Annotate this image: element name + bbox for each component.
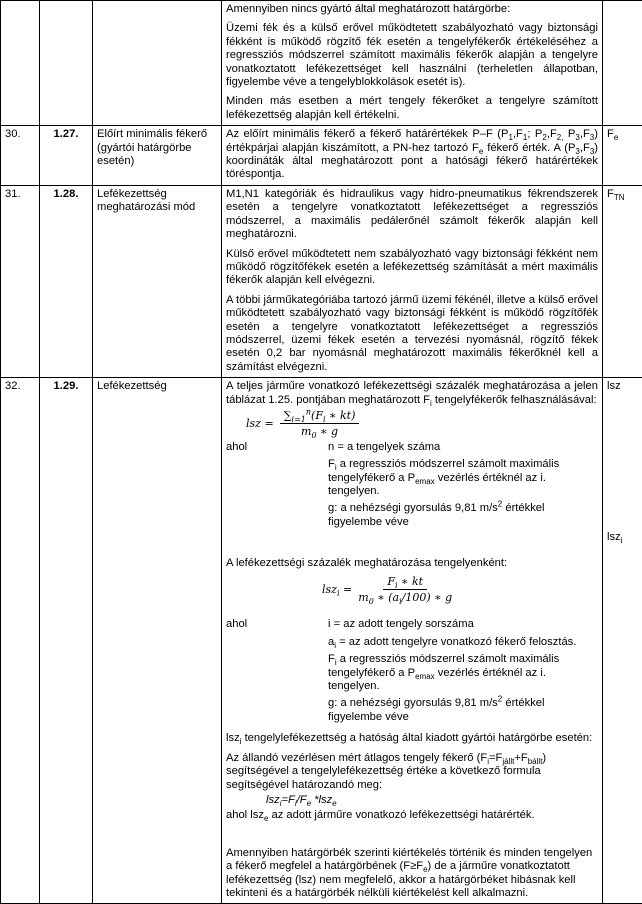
row-body-cell — [222, 378, 603, 904]
formula-numerator: $F_i$ ∗ kt — [383, 575, 427, 590]
symbol-cell — [603, 126, 642, 186]
symbol-cell — [603, 1, 642, 126]
symbol: lsz — [607, 380, 639, 393]
text-run: P — [563, 128, 575, 140]
formula-lhs: lsz$_i$ = — [322, 583, 352, 596]
section-number-cell: 1.28. — [40, 185, 93, 377]
text-run: fékerő érték. A (P — [483, 142, 575, 154]
paragraph: A teljes járműre vonatkozó lefékezettségi százalék meghatározása a jelen táblázat 1.25. pontjában meghatározott $F_i$ tengelyfékerők felhasználásával: — [226, 380, 598, 407]
paragraph: Az előírt minimális fékerő a fékerő határértékek P–F ($P_1,F_1$; $P_2,F_{2,}$ $P_3,F_3$) értékpárjai alapján kiszámított, a PN-hez tartozó $F_e$ fékerő érték. A $(P_3,F_3)$ koordináták által meghatározott pont a hatósági fékerő határértékek töréspontja. — [226, 128, 598, 182]
paragraph: A lefékezettségi százalék meghatározása tengelyenként: — [226, 557, 598, 570]
paragraph: lsz$_i$ tengelylefékezettség a hatóság által kiadott gyártói határgörbe esetén: — [226, 732, 598, 745]
row-number-cell — [1, 1, 40, 126]
text-run: vezérlés értéknél az i. tengelyen. — [328, 472, 546, 497]
definition: $F_i$ a regressziós módszerrel számolt maximális tengelyfékerő a $P_{emax}$ vezérlés értéknél az i. tengelyen. — [328, 458, 598, 498]
text-run: a regressziós módszerrel számolt maximális tengelyfékerő a P — [328, 653, 559, 678]
where-label: ahol — [226, 441, 328, 533]
text-run: =F — [489, 752, 502, 764]
formula-fraction — [358, 575, 452, 605]
text-run: = az adott tengelyre vonatkozó fékerő felosztás. — [336, 636, 576, 648]
paragraph: Külső erővel működtetett nem szabályozható vagy biztonsági fékként nem működő rögzítőfékek esetén a lefékezettség számítását a mért maximális fékerők alapján kell elvégezni. — [226, 248, 598, 288]
row-body-cell — [222, 185, 603, 377]
paragraph: M1,N1 kategóriák és hidraulikus vagy hidro-pneumatikus fékrendszerek esetén a tengelyre vonatkoztatott lefékezettséget a regressziós módszerrel, a maximális pedálerőnél számolt fékerők alapján kell meghatározni. — [226, 188, 598, 242]
section-number-cell: 1.29. — [40, 378, 93, 904]
symbol: F — [607, 128, 614, 140]
text-run: Az állandó vezérlésen mért átlagos tengely fékerő (F — [226, 752, 487, 764]
text-run: értékkel figyelembe véve — [328, 502, 545, 527]
text-run: a regressziós módszerrel számolt maximális tengelyfékerő a P — [328, 458, 559, 483]
table-row — [1, 1, 642, 126]
text-run: tengelylefékezettség a hatóság által kiadott gyártói határgörbe esetén: — [241, 732, 592, 744]
paragraph: ahol lsz$_e$ az adott járműre vonatkozó lefékezettségi határérték. — [226, 809, 598, 822]
total-braking-formula — [246, 409, 598, 439]
paragraph: $lsz_i=F_i/F_e$ *lsz$_e$ — [226, 794, 598, 807]
text-run: az adott járműre vonatkozó lefékezettségi határérték. — [268, 809, 534, 821]
definition: n = a tengelyek száma — [328, 441, 598, 454]
text-run: g: a nehézségi gyorsulás 9,81 m/s — [328, 502, 498, 514]
text-run: ) segítségével a tengelylefékezettség értéke a következő formula segítségével határozandó meg: — [226, 752, 546, 791]
paragraph: Az állandó vezérlésen mért átlagos tengely fékerő $(F_i=F_{jállt}+F_{bállt})$ segítségével a tengelylefékezettség értéke a következő formula segítségével határozandó meg: — [226, 752, 598, 792]
text-run: ahol lsz — [226, 809, 264, 821]
text-run: F — [328, 458, 335, 470]
text-run: g: a nehézségi gyorsulás 9,81 m/s — [328, 697, 498, 709]
definition: g: a nehézségi gyorsulás 9,81 $m/s^2$ értékkel figyelembe véve — [328, 502, 598, 529]
text-run: +F — [514, 752, 527, 764]
text-run: ) koordináták által meghatározott pont a hatósági fékerő határértékek töréspontja. — [226, 142, 598, 181]
table-row — [1, 378, 642, 904]
definitions-block — [226, 618, 598, 728]
text-run: ) értékpárjai alapján kiszámított, a PN-hez tartozó F — [226, 128, 598, 153]
definition: $a_i$ = az adott tengelyre vonatkozó fékerő felosztás. — [328, 636, 598, 649]
definitions-block — [226, 441, 598, 533]
where-label: ahol — [226, 618, 328, 728]
text-run: Amennyiben határgörbék szerinti kiértékelés történik és minden tengelyen a fékerő megfelel a határgörbének (F≥F — [226, 847, 592, 872]
text-run: Az előírt minimális fékerő a fékerő határértékek P–F (P — [226, 128, 509, 140]
definitions-list — [328, 441, 598, 533]
formula-fraction — [280, 409, 360, 439]
definitions-list — [328, 618, 598, 728]
row-body-cell — [222, 1, 603, 126]
symbol-cell — [603, 185, 642, 377]
definition: $F_i$ a regressziós módszerrel számolt maximális tengelyfékerő a $P_{emax}$ vezérlés értéknél az i. tengelyen. — [328, 653, 598, 693]
text-run: vezérlés értéknél az i. tengelyen. — [328, 667, 546, 692]
text-run: értékkel figyelembe véve — [328, 697, 545, 722]
text-run: A teljes járműre vonatkozó lefékezettségi százalék meghatározása a jelen táblázat 1.25. pontjában meghatározott F — [226, 380, 598, 405]
text-run: a — [328, 636, 334, 648]
formula-lhs: lsz = — [246, 417, 274, 430]
row-body-cell — [222, 126, 603, 186]
row-title-cell — [93, 1, 222, 126]
paragraph: Amennyiben határgörbék szerinti kiértékelés történik és minden tengelyen a fékerő megfelel a határgörbének $(F\ge F_e)$ de a járműre vonatkoztatott lefékezettség (lsz) nem megfelelő, akkor a határgörbéket hibásnak kell tekinteni és a határgörbék nélküli kiértékelést kell alkalmazni. — [226, 847, 598, 901]
row-number-cell: 31. — [1, 185, 40, 377]
text-run: lsz — [226, 732, 240, 744]
text-run: tengelyfékerők felhasználásával: — [432, 394, 597, 406]
formula-denominator: $m_0$ ∗ $(a_i/100)$ ∗ g — [358, 590, 452, 604]
paragraph: Minden más esetben a mért tengely fékerőket a tengelyre számított lefékezettség alapján kell értékelni. — [226, 95, 598, 122]
definition: i = az adott tengely sorszáma — [328, 618, 598, 631]
paragraph: Amennyiben nincs gyártó által meghatározott határgörbe: — [226, 3, 598, 16]
formula-denominator: $m_0$ ∗ g — [301, 424, 338, 438]
row-title-cell: Lefékezettség — [93, 378, 222, 904]
section-number-cell: 1.27. — [40, 126, 93, 186]
symbol-subscript: e — [614, 133, 618, 142]
row-number-cell: 30. — [1, 126, 40, 186]
row-title-cell: Előírt minimális fékerő (gyártói határgörbe esetén) — [93, 126, 222, 186]
row-number-cell: 32. — [1, 378, 40, 904]
paragraph: Üzemi fék és a külső erővel működtetett szabályozható vagy biztonsági fékként is működő rögzítő fék esetén a tengelyfékerők értékeléséhez a regressziós módszerrel számított maximális fékerők alapján a tengelyre vonatkoztatott lefékezettséget kell használni (terheletlen állapotban, figyelembe véve a tengelyblokkolások esetét is). — [226, 22, 598, 89]
axle-braking-formula — [322, 575, 598, 605]
symbol: F — [607, 188, 614, 200]
definition: g: a nehézségi gyorsulás 9,81 $m/s^2$ értékkel figyelembe véve — [328, 697, 598, 724]
table-row — [1, 126, 642, 186]
text-run: ) de a járműre vonatkoztatott lefékezettség (lsz) nem megfelelő, akkor a határgörbéket hibásnak kell tekinteni és a határgörbék nélküli kiértékelést kell alkalmazni. — [226, 860, 575, 899]
section-number-cell — [40, 1, 93, 126]
table-row — [1, 185, 642, 377]
text-run: ; P — [527, 128, 542, 140]
symbol-subscript: TN — [614, 193, 625, 202]
formula-numerator: $\sum_{i=1}^n(F_i$ ∗ kt) — [280, 409, 360, 424]
symbol-cell — [603, 378, 642, 904]
paragraph: A többi járműkategóriába tartozó jármű üzemi fékénél, illetve a külső erővel működtetett szabályozható vagy biztonsági fékként is működő rögzítőfék esetén a tengelyre vonatkoztatott lefékezettséget a regressziós módszerrel, üzemi fékek esetén a tervezési nyomásnál, rögzítő fékek esetén 0,2 bar nyomásnál meghatározott maximális fékerőknél kell a számítást elvégezni. — [226, 294, 598, 374]
row-title-cell: Lefékezettség meghatározási mód — [93, 185, 222, 377]
text-run: F — [328, 653, 335, 665]
symbol: lsz$_i$ — [607, 531, 639, 544]
symbol-text: lsz — [607, 531, 621, 543]
